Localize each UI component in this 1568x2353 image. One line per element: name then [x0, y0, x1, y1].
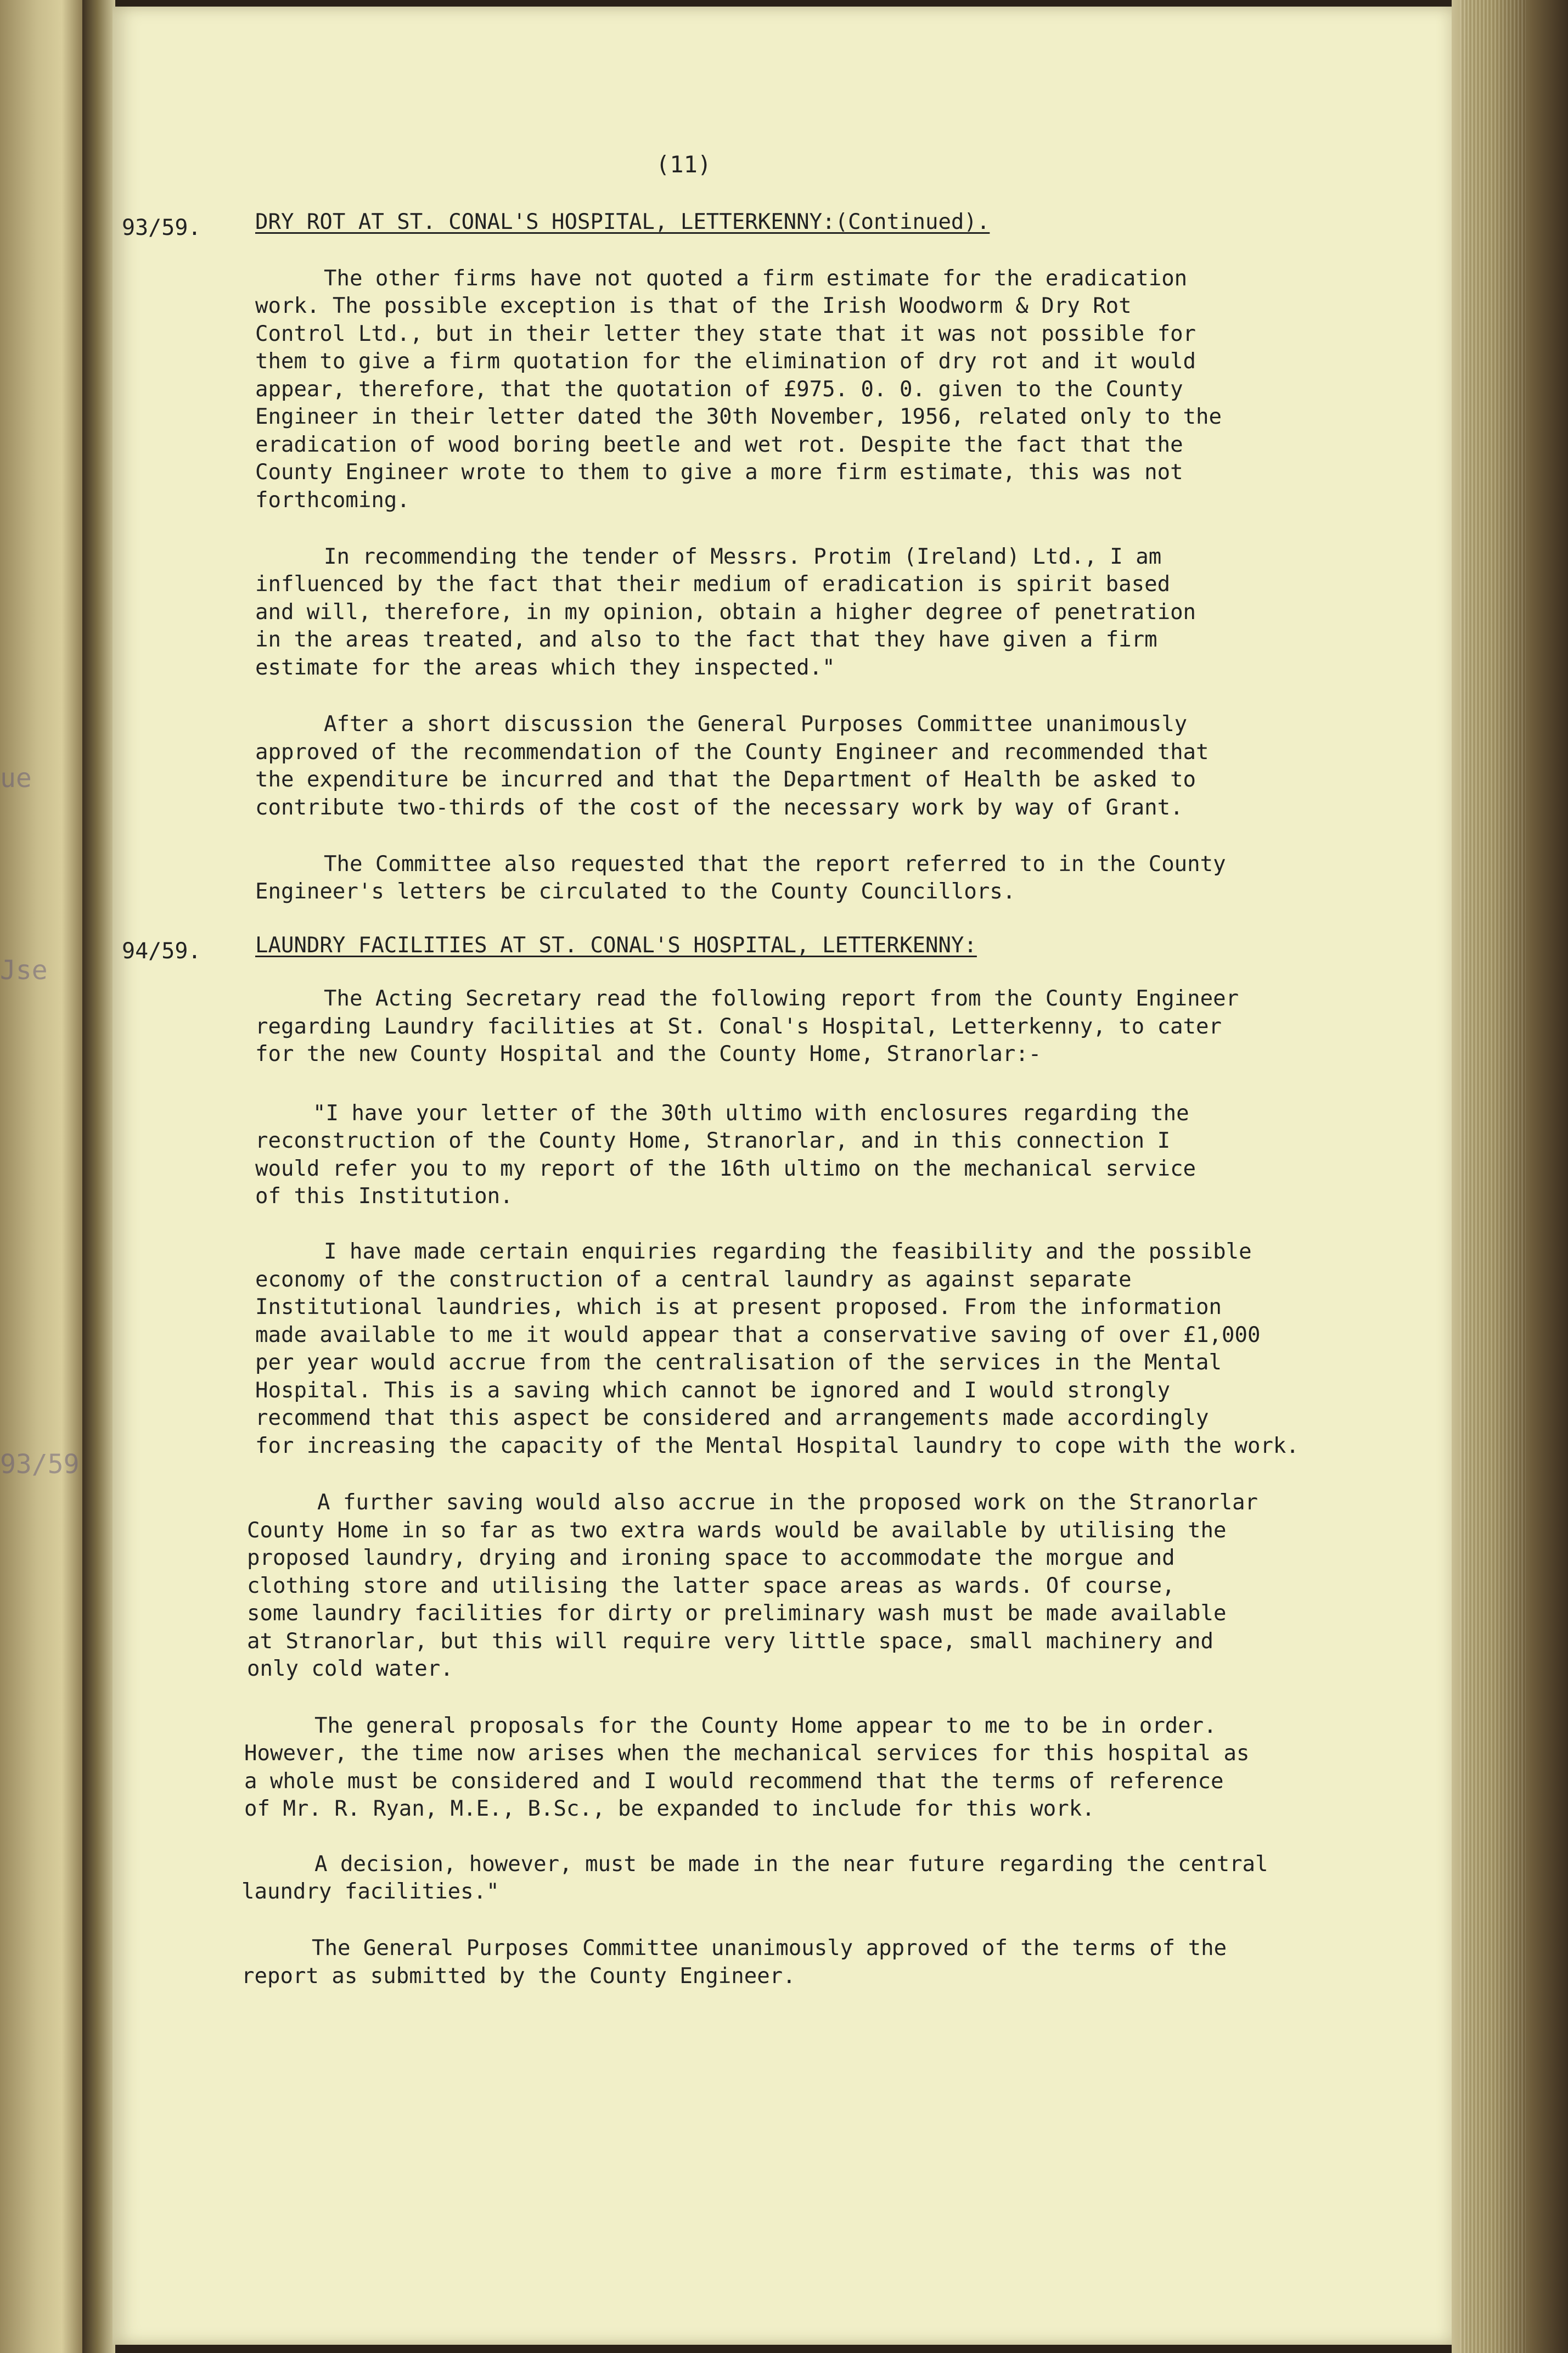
text-line: The General Purposes Committee unanimously approved of the terms of the — [312, 1936, 1227, 1961]
text-line: The general proposals for the County Home appear to me to be in order. — [314, 1714, 1217, 1738]
section-heading: DRY ROT AT ST. CONAL'S HOSPITAL, LETTERKENNY:(Continued). — [255, 210, 990, 234]
text-line: eradication of wood boring beetle and wet rot. Despite the fact that the — [255, 433, 1183, 457]
text-line: only cold water. — [247, 1656, 453, 1681]
text-line: report as submitted by the County Engineer. — [241, 1964, 796, 1989]
section-heading: LAUNDRY FACILITIES AT ST. CONAL'S HOSPITAL, LETTERKENNY: — [255, 933, 977, 958]
text-line: of Mr. R. Ryan, M.E., B.Sc., be expanded to include for this work. — [244, 1796, 1095, 1821]
text-line: Control Ltd., but in their letter they state that it was not possible for — [255, 322, 1196, 346]
text-line: The other firms have not quoted a firm estimate for the eradication — [324, 266, 1188, 291]
text-line: clothing store and utilising the latter space areas as wards. Of course, — [247, 1574, 1175, 1598]
text-line: economy of the construction of a central laundry as against separate — [255, 1267, 1132, 1292]
text-line: A further saving would also accrue in the proposed work on the Stranorlar — [317, 1490, 1258, 1515]
text-line: County Home in so far as two extra wards would be available by utilising the — [247, 1518, 1227, 1543]
text-line: However, the time now arises when the mechanical services for this hospital as — [244, 1741, 1250, 1766]
text-line: laundry facilities." — [241, 1879, 499, 1904]
text-line: reconstruction of the County Home, Stranorlar, and in this connection I — [255, 1128, 1171, 1153]
text-line: regarding Laundry facilities at St. Conal's Hospital, Letterkenny, to cater — [255, 1014, 1222, 1039]
adjacent-page-left — [0, 0, 82, 2353]
text-line: contribute two-thirds of the cost of the necessary work by way of Grant. — [255, 795, 1183, 820]
minute-number: 94/59. — [122, 939, 201, 964]
text-line: In recommending the tender of Messrs. Protim (Ireland) Ltd., I am — [324, 544, 1162, 569]
text-line: A decision, however, must be made in the near future regarding the central — [314, 1852, 1268, 1877]
text-line: I have made certain enquiries regarding the feasibility and the possible — [324, 1239, 1252, 1264]
text-line: estimate for the areas which they inspected." — [255, 655, 835, 680]
text-line: made available to me it would appear that a conservative saving of over £1,000 — [255, 1323, 1261, 1347]
text-line: influenced by the fact that their medium of eradication is spirit based — [255, 572, 1171, 597]
text-line: for increasing the capacity of the Mental Hospital laundry to cope with the work. — [255, 1434, 1299, 1458]
text-line: of this Institution. — [255, 1184, 513, 1209]
text-line: the expenditure be incurred and that the Department of Health be asked to — [255, 767, 1196, 792]
text-line: After a short discussion the General Purposes Committee unanimously — [324, 712, 1188, 737]
text-line: Institutional laundries, which is at present proposed. From the information — [255, 1295, 1222, 1319]
show-through-mark: ue — [0, 763, 32, 794]
book-gutter — [82, 0, 115, 2353]
text-line: and will, therefore, in my opinion, obtain a higher degree of penetration — [255, 600, 1196, 625]
show-through-mark: Jse — [0, 955, 48, 986]
text-line: appear, therefore, that the quotation of £975. 0. 0. given to the County — [255, 377, 1183, 402]
text-line: a whole must be considered and I would recommend that the terms of reference — [244, 1769, 1224, 1794]
text-line: Engineer in their letter dated the 30th November, 1956, related only to the — [255, 405, 1222, 429]
text-line: work. The possible exception is that of the Irish Woodworm & Dry Rot — [255, 294, 1132, 318]
text-line: for the new County Hospital and the County Home, Stranorlar:- — [255, 1042, 1042, 1066]
text-line: approved of the recommendation of the County Engineer and recommended that — [255, 740, 1209, 765]
text-line: "I have your letter of the 30th ultimo with enclosures regarding the — [313, 1101, 1189, 1126]
text-line: County Engineer wrote to them to give a more firm estimate, this was not — [255, 460, 1183, 485]
page-stack-texture — [1460, 0, 1526, 2353]
text-line: them to give a firm quotation for the elimination of dry rot and it would — [255, 349, 1196, 374]
text-line: Engineer's letters be circulated to the County Councillors. — [255, 879, 1016, 904]
page-number: (11) — [656, 151, 712, 178]
text-line: at Stranorlar, but this will require very little space, small machinery and — [247, 1629, 1213, 1654]
text-line: in the areas treated, and also to the fact that they have given a firm — [255, 627, 1157, 652]
text-line: recommend that this aspect be considered and arrangements made accordingly — [255, 1406, 1209, 1430]
text-line: forthcoming. — [255, 488, 410, 513]
show-through-mark: 93/59 — [0, 1449, 80, 1480]
text-line: per year would accrue from the centralisation of the services in the Mental — [255, 1350, 1222, 1375]
text-line: proposed laundry, drying and ironing space to accommodate the morgue and — [247, 1546, 1175, 1570]
text-line: would refer you to my report of the 16th ultimo on the mechanical service — [255, 1156, 1196, 1181]
text-line: some laundry facilities for dirty or preliminary wash must be made available — [247, 1601, 1227, 1626]
minute-number: 93/59. — [122, 215, 201, 240]
text-line: The Acting Secretary read the following report from the County Engineer — [324, 986, 1239, 1011]
text-line: The Committee also requested that the report referred to in the County — [324, 852, 1226, 877]
text-line: Hospital. This is a saving which cannot be ignored and I would strongly — [255, 1378, 1171, 1403]
